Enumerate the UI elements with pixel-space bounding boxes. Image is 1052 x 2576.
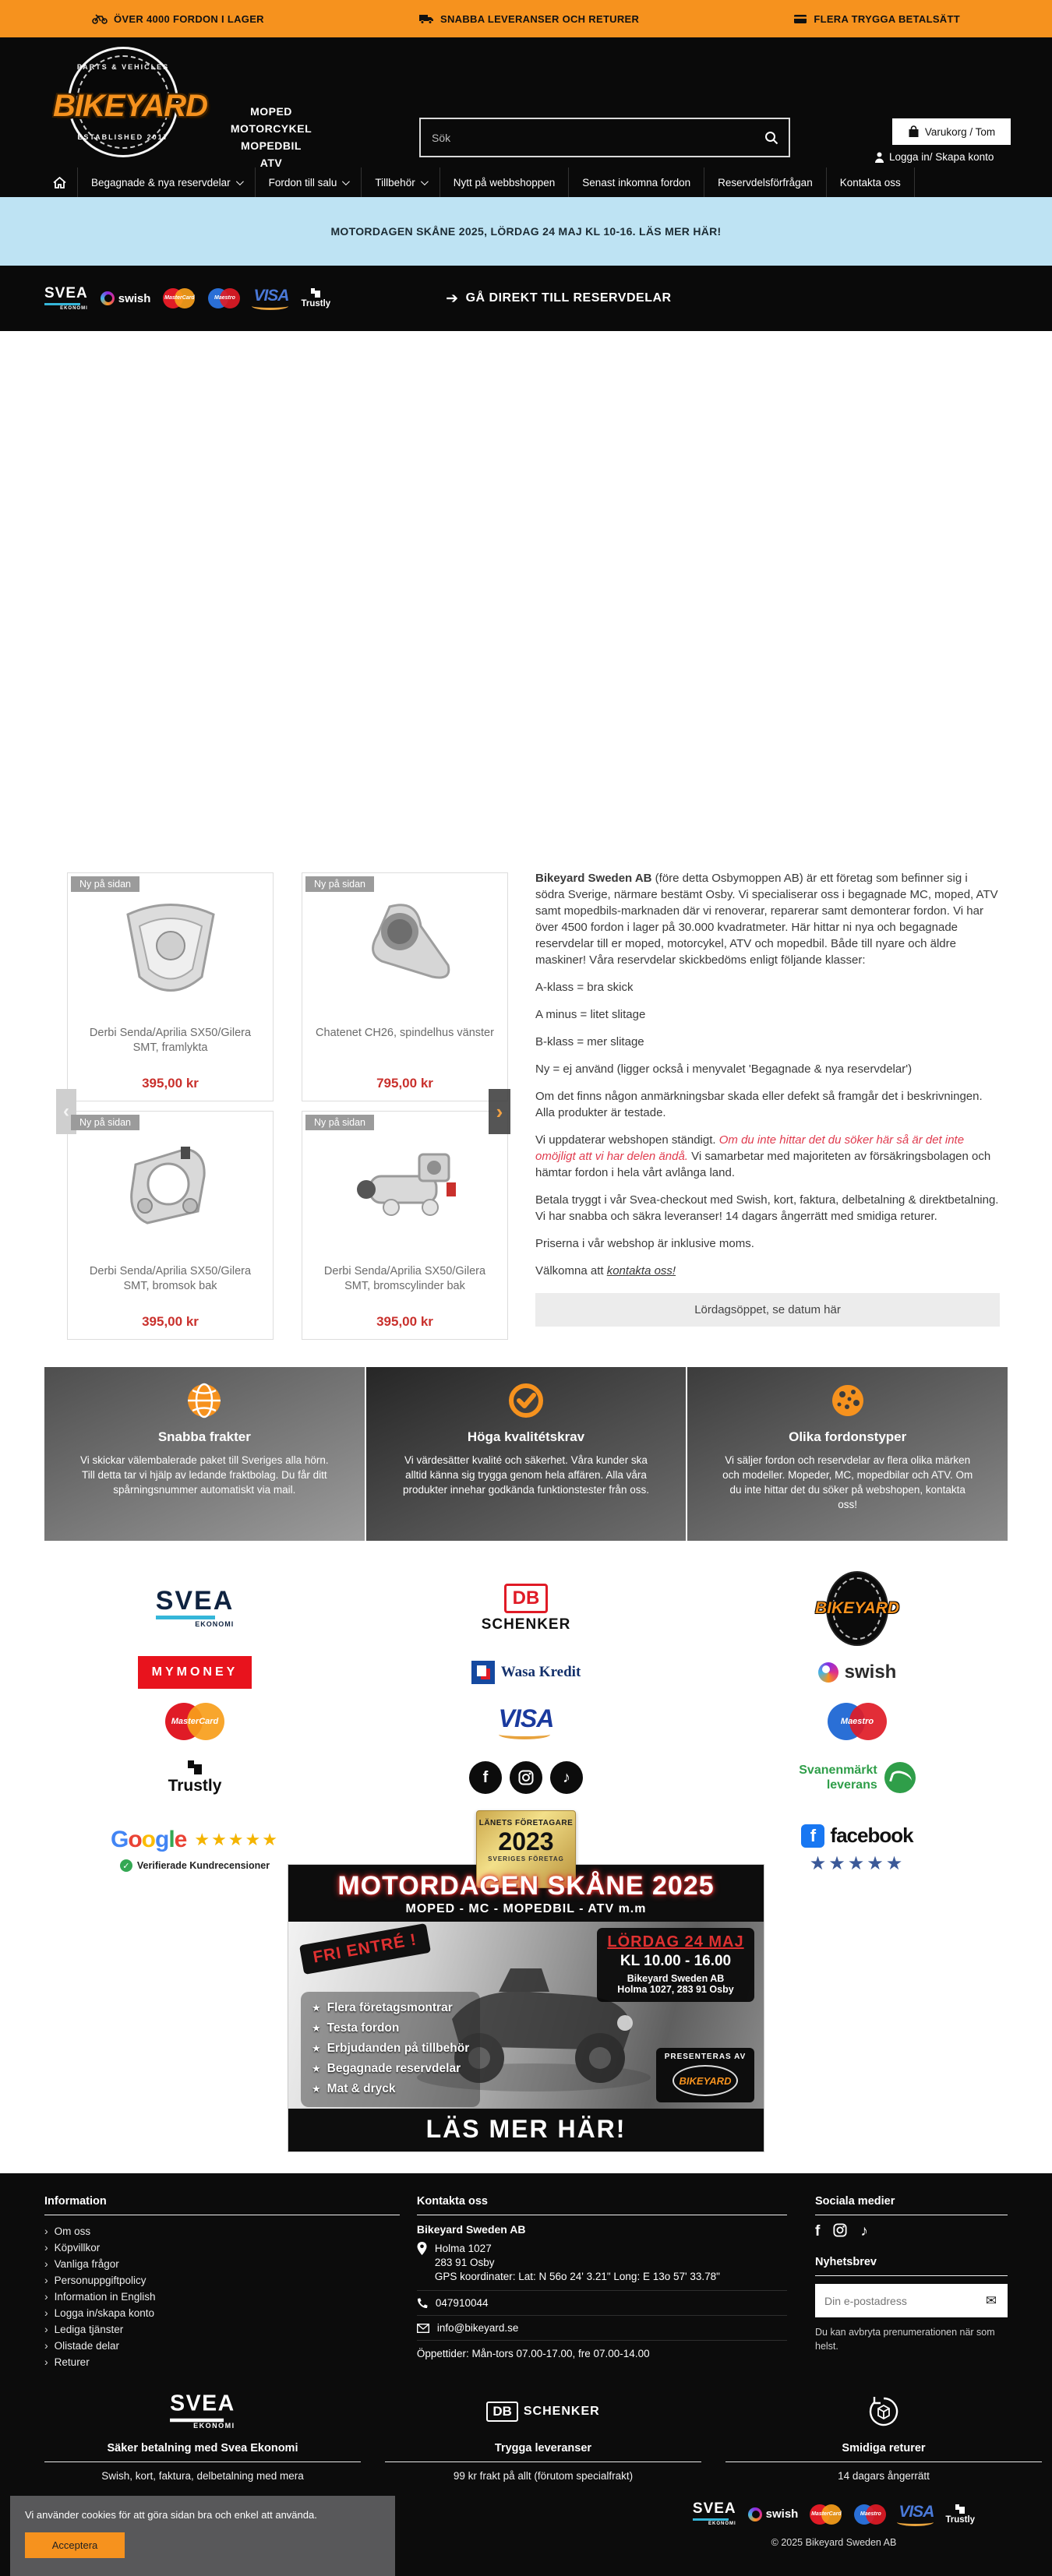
footer-link-olistade-delar[interactable]: › Olistade delar <box>44 2338 400 2354</box>
newsletter-submit-button[interactable] <box>975 2284 1008 2317</box>
poster-time: KL 10.00 - 16.00 <box>620 1953 732 1969</box>
wasa-mark-icon <box>471 1661 495 1684</box>
nav-item-senast[interactable] <box>568 167 704 197</box>
search-button[interactable] <box>754 119 789 156</box>
login-label: Logga in/ Skapa konto <box>889 151 994 163</box>
poster-info-box <box>597 1928 754 2002</box>
about-lead <box>535 870 1000 968</box>
product-title: Derbi Senda/Aprilia SX50/Gilera SMT, bromsok bak <box>89 1265 252 1292</box>
poster-date: LÖRDAG 24 MAJ <box>607 1933 744 1951</box>
poster-subtitle: MOPED - MC - MOPEDBIL - ATV m.m <box>405 1902 647 1915</box>
footer-link-returer[interactable]: › Returer <box>44 2354 400 2370</box>
product-title: Derbi Senda/Aprilia SX50/Gilera SMT, bromscylinder bak <box>323 1265 486 1292</box>
star-icon: ★ <box>312 2022 321 2034</box>
award-2023-badge: LÄNETS FÖRETAGARE 2023 SVERIGES FÖRETAG <box>476 1810 576 1888</box>
chevron-right-icon: › <box>496 1099 503 1123</box>
cookie-notice <box>10 2496 395 2576</box>
partner-logo-grid <box>0 1541 1052 1874</box>
cart-icon <box>908 125 920 138</box>
footer-information-column <box>44 2195 400 2370</box>
trust-payment <box>44 2389 361 2482</box>
footer-link-english[interactable]: › Information in English <box>44 2289 400 2305</box>
verified-check-icon: ✓ <box>120 1859 132 1872</box>
db-schenker-logo: DB SCHENKER <box>482 1584 571 1633</box>
logo-brand-text: BIKEYARD <box>53 89 207 123</box>
chevron-right-icon: › <box>44 2290 48 2303</box>
footer-phone: 047910044 <box>435 2297 489 2309</box>
main-content <box>0 857 1052 1367</box>
about-lead-bold: Bikeyard Sweden AB <box>535 872 652 885</box>
search-input[interactable] <box>421 132 754 144</box>
go-to-parts-label: GÅ DIREKT TILL RESERVDELAR <box>465 291 672 305</box>
login-link[interactable] <box>874 151 994 163</box>
hero-empty-area <box>0 331 1052 857</box>
usp-delivery <box>418 13 639 25</box>
swish-swirl-icon <box>818 1662 838 1683</box>
facebook-stars: ★★★★★ <box>809 1853 905 1874</box>
presented-by-box <box>656 2048 754 2102</box>
trustly-mark-icon <box>955 2504 965 2514</box>
chevron-right-icon: › <box>44 2356 48 2368</box>
product-price: 395,00 kr <box>142 1076 199 1091</box>
copyright-text: © 2025 Bikeyard Sweden AB <box>771 2537 897 2548</box>
saturday-open-button[interactable]: Lördagsöppet, se datum här <box>535 1293 1000 1327</box>
tiktok-icon[interactable]: ♪ <box>860 2223 868 2239</box>
footer-email: info@bikeyard.se <box>436 2322 519 2334</box>
nav-item-label: Reservdelsförfrågan <box>718 176 813 189</box>
cart-label: Varukorg / Tom <box>924 125 996 138</box>
nav-item-tillbehor[interactable] <box>361 167 439 197</box>
chevron-right-icon: › <box>44 2306 48 2319</box>
footer-link-kopvillkor[interactable]: › Köpvillkor <box>44 2239 400 2256</box>
poster-cta[interactable]: LÄS MER HÄR! <box>288 2109 764 2151</box>
new-badge: Ny på sidan <box>305 1115 374 1130</box>
update-note-b: Vi samarbetar med majoriteten av försäkringsbolagen och hämtar fordon i hela vårt avlånga land. <box>535 1150 991 1179</box>
bikeyard-logo[interactable] <box>41 44 220 160</box>
class-b-line: B-klass = mer slitage <box>535 1035 644 1048</box>
instagram-icon[interactable] <box>510 1761 542 1794</box>
footer-company-name: Bikeyard Sweden AB <box>416 2223 526 2236</box>
home-icon <box>53 177 66 189</box>
envelope-icon: ✉ <box>985 2292 997 2308</box>
site-footer <box>0 2173 1052 2576</box>
footer-phone-row[interactable] <box>417 2291 787 2316</box>
user-icon <box>874 152 884 163</box>
star-icon: ★ <box>312 2083 321 2095</box>
svea-logo: SVEA EKONOMI <box>692 2500 736 2526</box>
footer-contact-title: Kontakta oss <box>417 2195 787 2215</box>
globe-icon <box>44 1381 365 1420</box>
footer-gps: GPS koordinater: Lat: N 56o 24' 3.21" Long: E 13o 57' 33.78" <box>434 2271 720 2282</box>
product-card[interactable] <box>302 872 508 1101</box>
product-title: Chatenet CH26, spindelhus vänster <box>316 1027 494 1039</box>
footer-addr-line2: 283 91 Osby <box>434 2257 495 2268</box>
social-circle-row <box>469 1761 583 1794</box>
chevron-right-icon: › <box>44 2323 48 2335</box>
nav-item-label: Begagnade & nya reservdelar <box>91 176 231 189</box>
trust-title: Smidiga returer <box>725 2442 1042 2462</box>
feature-vehicles <box>687 1367 1008 1541</box>
poster-bikeyard-logo: BIKEYARD <box>673 2065 738 2096</box>
facebook-icon[interactable]: f <box>815 2223 821 2239</box>
welcome-text: Välkomna att <box>535 1264 607 1277</box>
trust-sub: Swish, kort, faktura, delbetalning med mera <box>101 2470 304 2482</box>
maestro-logo: Maestro <box>208 288 241 308</box>
contact-us-link[interactable]: kontakta oss! <box>606 1264 676 1277</box>
product-carousel <box>67 872 509 1340</box>
feature-text: Vi skickar välembalerade paket till Sveriges alla hörn. Till detta tar vi hjälp av ledande fraktbolag. Du får ditt spårningsnummer automatiskt via mail. <box>80 1454 329 1496</box>
trust-returns <box>725 2389 1042 2482</box>
free-entry-badge: FRI ENTRÉ ! <box>299 1923 431 1975</box>
google-reviews <box>111 1827 279 1872</box>
nav-item-label: Fordon till salu <box>268 176 337 189</box>
trustly-logo: Trustly <box>945 2504 975 2525</box>
usp-payment <box>793 13 960 25</box>
chevron-right-icon: › <box>44 2225 48 2237</box>
class-aminus-line: A minus = litet slitage <box>535 1008 646 1021</box>
footer-payment-block <box>647 2502 1021 2548</box>
chevron-down-icon <box>236 178 244 185</box>
maestro-logo: Maestro <box>854 2504 887 2525</box>
category-mopedbil: MOPEDBIL <box>241 139 302 152</box>
class-ny-line: Ny = ej använd (ligger också i menyvalet 'Begagnade & nya reservdelar') <box>535 1062 913 1076</box>
usp-delivery-label: SNABBA LEVERANSER OCH RETURER <box>440 12 640 25</box>
update-note-red: Om du inte hittar det du söker här så är det inte omöjligt att vi har delen ändå. <box>535 1133 965 1163</box>
new-badge: Ny på sidan <box>71 1115 139 1130</box>
nav-item-fordon[interactable] <box>255 167 362 197</box>
wasa-kredit-logo: Wasa Kredit <box>471 1661 581 1684</box>
trustly-mark-icon <box>311 288 320 298</box>
payment-bar <box>0 266 1052 331</box>
newsletter-email-input[interactable] <box>815 2284 975 2317</box>
search-icon <box>764 131 778 145</box>
nav-item-label: Tillbehör <box>375 176 415 189</box>
footer-link-personuppgift[interactable]: › Personuppgiftpolicy <box>44 2272 400 2289</box>
site-header <box>0 37 1052 167</box>
event-banner-text: MOTORDAGEN SKÅNE 2025, LÖRDAG 24 MAJ KL 10-16. LÄS MER HÄR! <box>330 225 722 238</box>
mymoney-logo: MYMONEY <box>138 1656 252 1689</box>
nav-item-label: Senast inkomna fordon <box>582 176 691 189</box>
chevron-right-icon: › <box>44 2241 48 2254</box>
svea-logo: SVEA EKONOMI <box>170 2391 235 2430</box>
nav-home[interactable] <box>42 167 77 197</box>
product-image <box>68 1112 273 1264</box>
presented-by-label: PRESENTERAS AV <box>664 2053 747 2061</box>
trust-delivery <box>385 2389 701 2482</box>
nav-item-reservdelar[interactable] <box>77 167 255 197</box>
class-a-line: A-klass = bra skick <box>535 981 634 994</box>
facebook-icon[interactable]: f <box>469 1761 502 1794</box>
cookie-text: Vi använder cookies för att göra sidan bra och enkel att använda. <box>25 2509 317 2521</box>
footer-link-vanliga-fragor[interactable]: › Vanliga frågor <box>44 2256 400 2272</box>
trustly-partner-logo: Trustly <box>168 1760 222 1795</box>
feature-shipping <box>44 1367 365 1541</box>
mastercard-logo: MasterCard <box>163 288 196 308</box>
nav-item-label: Nytt på webbshoppen <box>453 176 556 189</box>
return-icon <box>867 2395 901 2429</box>
footer-email-row[interactable] <box>417 2316 787 2341</box>
product-image <box>302 873 507 1026</box>
footer-hours: Öppettider: Mån-tors 07.00-17.00, fre 07.00-14.00 <box>416 2348 650 2359</box>
product-title: Derbi Senda/Aprilia SX50/Gilera SMT, framlykta <box>89 1027 252 1054</box>
pin-icon <box>417 2242 427 2255</box>
footer-link-logga-in[interactable]: › Logga in/skapa konto <box>44 2305 400 2321</box>
arrow-right-icon: ➔ <box>446 290 459 307</box>
product-card[interactable] <box>67 872 274 1101</box>
footer-newsletter-title: Nyhetsbrev <box>815 2256 1008 2276</box>
visa-logo: VISA <box>253 287 288 310</box>
chevron-down-icon <box>342 178 350 185</box>
star-icon: ★ <box>312 2002 321 2014</box>
footer-right-column <box>815 2195 1008 2370</box>
product-image <box>302 1112 507 1264</box>
visa-partner-logo: VISA <box>499 1704 554 1739</box>
update-note <box>535 1132 1000 1181</box>
event-banner[interactable] <box>0 197 1052 266</box>
chevron-right-icon: › <box>44 2274 48 2286</box>
footer-bottom <box>0 2491 1052 2576</box>
visa-logo: VISA <box>898 2503 934 2526</box>
feature-title: Snabba frakter <box>157 1429 251 1444</box>
swan-icon <box>884 1762 916 1793</box>
search-bar <box>419 118 790 157</box>
logo-arc-top: PARTS & VEHICLES <box>76 63 170 71</box>
star-icon: ★ <box>312 2042 321 2054</box>
swish-partner-logo: swish <box>818 1662 897 1683</box>
product-price: 395,00 kr <box>142 1314 199 1329</box>
carousel-next-button[interactable] <box>489 1089 510 1134</box>
footer-trust-row <box>0 2389 1052 2482</box>
nav-item-nytt[interactable] <box>440 167 569 197</box>
usp-vehicles-label: ÖVER 4000 FORDON I LAGER <box>114 12 264 25</box>
nav-item-kontakta[interactable] <box>826 167 915 197</box>
new-badge: Ny på sidan <box>71 876 139 892</box>
google-wordmark: Google <box>111 1827 187 1852</box>
footer-address <box>417 2242 787 2291</box>
feature-title: Olika fordonstyper <box>789 1429 907 1444</box>
main-nav <box>0 167 1052 197</box>
trust-title: Säker betalning med Svea Ekonomi <box>44 2442 361 2462</box>
product-price: 795,00 kr <box>376 1076 433 1091</box>
db-schenker-logo: DB SCHENKER <box>486 2402 599 2422</box>
logo-arc-bottom: ESTABLISHED 2017 <box>77 133 169 141</box>
category-atv: ATV <box>259 157 283 169</box>
event-poster[interactable] <box>288 1864 764 2152</box>
about-lead-rest: (före detta Osbymoppen AB) är ett företag som befinner sig i södra Sverige, närmare bestämt Osby. Vi specialiserar oss i begagnade MC, moped, ATV samt mopedbils-marknaden där vi renoverar, reparerar samt demonterar fordon. Vi har över 4500 fordon i lager på 30.000 kvadratmeter. Här hittar ni nya och begagnade reservdelar till er moped, motorcykel, ATV och mopedbil. Både till nyare och äldre maskiner! Våra reservdelar skickbedöms enligt följande klasser: <box>535 872 998 967</box>
poster-title: MOTORDAGEN SKÅNE 2025 <box>337 1871 715 1901</box>
chevron-down-icon <box>421 178 429 185</box>
poster-org: Bikeyard Sweden AB <box>627 1973 725 1984</box>
svea-logo: SVEA EKONOMI <box>44 284 88 311</box>
svanen-logo: Svanenmärkt leverans <box>799 1762 916 1793</box>
about-text <box>535 870 1000 1327</box>
feature-text: Vi säljer fordon och reservdelar av flera olika märken och modeller. Mopeder, MC, mopedbilar och ATV. Om du inte hittar det du söker på webshopen, kontakta oss! <box>722 1454 973 1510</box>
newsletter-form <box>815 2284 1008 2317</box>
update-note-a: Vi uppdaterar webshopen ständigt. <box>535 1133 719 1147</box>
chevron-right-icon: › <box>44 2257 48 2270</box>
nav-item-forfragan[interactable] <box>704 167 826 197</box>
mastercard-partner-logo: MasterCard <box>165 1703 224 1740</box>
footer-social-title: Sociala medier <box>815 2195 1008 2215</box>
envelope-icon <box>417 2324 429 2333</box>
cookie-accept-button[interactable]: Acceptera <box>25 2532 125 2558</box>
footer-payment-logos <box>647 2502 1021 2526</box>
trustly-mark-icon <box>188 1760 202 1774</box>
footer-addr-line1: Holma 1027 <box>434 2243 492 2254</box>
footer-link-om-oss[interactable]: › Om oss <box>44 2223 400 2239</box>
maestro-partner-logo: Maestro <box>828 1703 887 1740</box>
category-moped: MOPED <box>250 105 292 118</box>
trust-sub: 14 dagars ångerrätt <box>838 2470 930 2482</box>
category-motorcykel: MOTORCYKEL <box>230 122 312 135</box>
top-usp-bar <box>0 0 1052 37</box>
chevron-left-icon: ‹ <box>63 1101 69 1122</box>
poster-bullet-list: ★ Flera företagsmontrar ★ Testa fordon ★ Erbjudanden på tillbehör ★ Begagnade reservdelar ★ Mat & dryck <box>301 1992 480 2107</box>
product-card[interactable] <box>67 1111 274 1340</box>
footer-contact-column <box>417 2195 787 2370</box>
poster-header <box>288 1865 764 1922</box>
poster-body <box>288 1922 764 2109</box>
event-poster-section <box>0 1864 1052 2173</box>
google-stars: ★★★★★ <box>194 1830 279 1849</box>
bikeyard-badge-logo: BIKEYARD <box>799 1571 916 1646</box>
new-badge: Ny på sidan <box>305 876 374 892</box>
phone-icon <box>417 2298 428 2309</box>
swish-logo: swish <box>748 2507 799 2521</box>
payment-logos <box>44 284 331 311</box>
facebook-reviews: f facebook ★★★★★ <box>801 1824 913 1875</box>
check-icon <box>366 1381 687 1420</box>
motorcycle-icon <box>92 13 108 24</box>
verified-label: Verifierade Kundrecensioner <box>136 1860 270 1871</box>
star-icon: ★ <box>312 2063 321 2074</box>
trustly-logo: Trustly <box>301 288 330 308</box>
facebook-f-icon: f <box>801 1824 824 1848</box>
swish-swirl-icon <box>748 2507 762 2521</box>
footer-info-title: Information <box>44 2195 400 2215</box>
usp-vehicles <box>92 13 264 25</box>
feature-boxes <box>0 1367 1052 1541</box>
damage-note: Om det finns någon anmärkningsbar skada eller defekt så framgår det i beskrivningen. Alla produkter är testade. <box>535 1090 983 1119</box>
cart-button[interactable] <box>892 118 1011 145</box>
welcome-note <box>535 1263 1000 1279</box>
nav-item-label: Kontakta oss <box>839 176 901 189</box>
vat-note: Priserna i vår webshop är inklusive moms. <box>535 1237 754 1250</box>
go-to-parts-link[interactable] <box>446 290 671 308</box>
product-card[interactable] <box>302 1111 508 1340</box>
newsletter-note: Du kan avbryta prenumerationen när som helst. <box>815 2327 995 2352</box>
swish-swirl-icon <box>101 291 115 305</box>
trust-title: Trygga leveranser <box>385 2442 701 2462</box>
payment-note: Betala tryggt i vår Svea-checkout med Swish, kort, faktura, delbetalning & direktbetalning. Vi har snabba och säkra leveranser! 14 dagars ångerrätt med smidiga returer. <box>535 1193 999 1223</box>
product-price: 395,00 kr <box>376 1314 433 1329</box>
category-word-list <box>224 103 318 171</box>
footer-link-lediga-tjanster[interactable]: › Lediga tjänster <box>44 2321 400 2338</box>
mastercard-logo: MasterCard <box>810 2504 842 2525</box>
chevron-right-icon: › <box>44 2339 48 2352</box>
tiktok-icon[interactable]: ♪ <box>550 1761 583 1794</box>
feature-quality <box>366 1367 687 1541</box>
instagram-icon[interactable] <box>833 2223 847 2240</box>
card-icon <box>793 14 807 24</box>
footer-social-icons <box>815 2223 1008 2240</box>
svea-ekonomi-logo: SVEA EKONOMI <box>155 1586 235 1628</box>
swish-logo: swish <box>101 291 151 305</box>
usp-payment-label: FLERA TRYGGA BETALSÄTT <box>814 12 960 25</box>
poster-address: Holma 1027, 283 91 Osby <box>617 1984 734 1995</box>
feature-text: Vi värdesätter kvalité och säkerhet. Våra kunder ska alltid känna sig trygga genom hela affären. Alla våra produkter innehar godkända funktionstester från oss. <box>403 1454 649 1496</box>
truck-icon <box>418 13 434 24</box>
product-image <box>68 873 273 1026</box>
feature-title: Höga kvalitétskrav <box>467 1429 585 1444</box>
wheel-icon <box>687 1381 1008 1420</box>
trust-sub: 99 kr frakt på allt (förutom specialfrakt) <box>453 2470 634 2482</box>
